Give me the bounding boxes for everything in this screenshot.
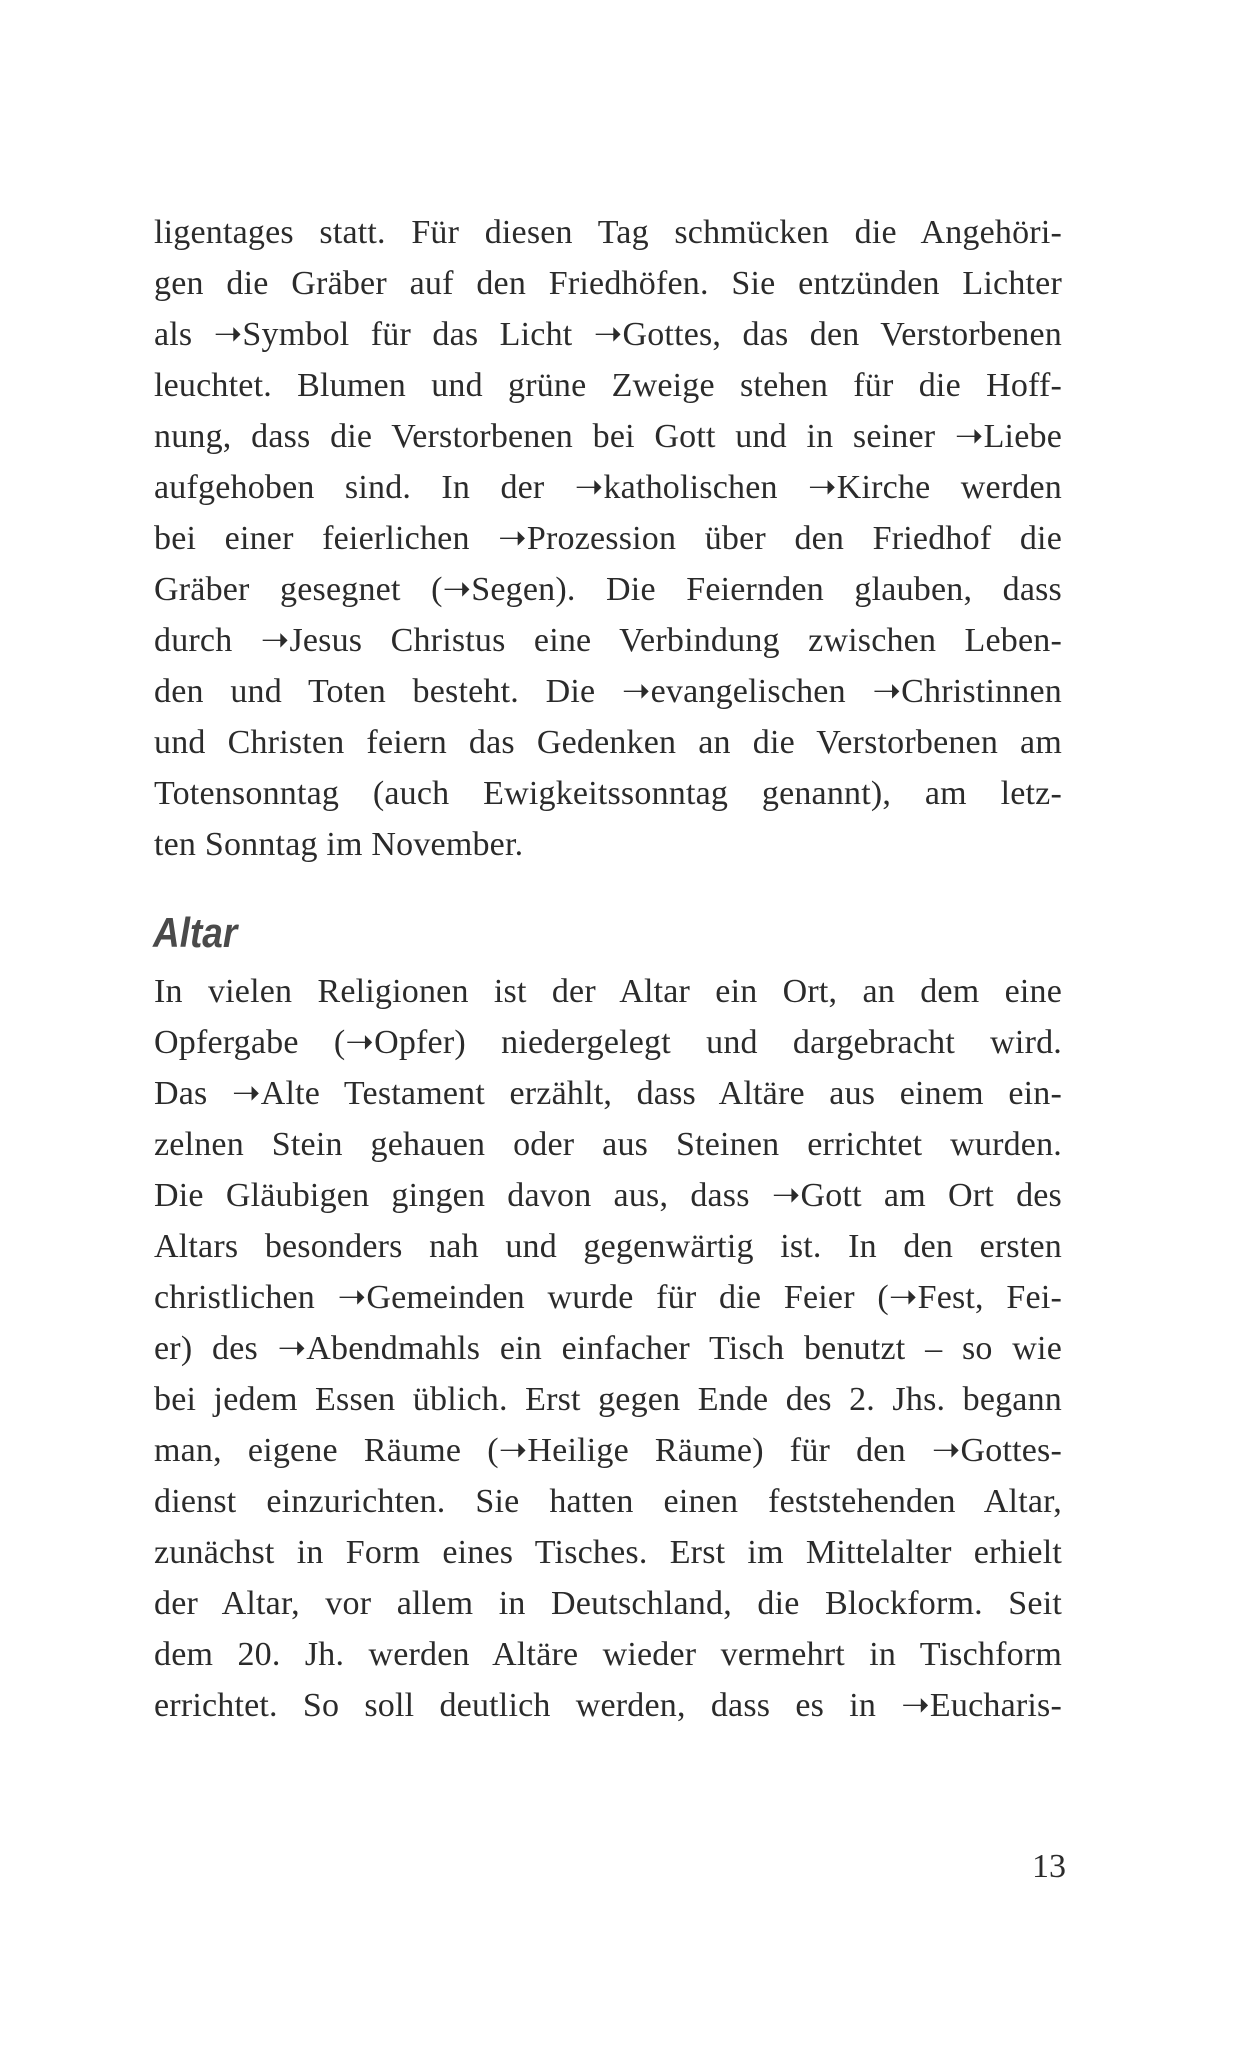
text-line: christlichen ➝Gemeinden wurde für die Feier (➝Fest, Fei- <box>154 1279 1062 1316</box>
text-line: errichtet. So soll deutlich werden, dass es in ➝Eucharis- <box>154 1687 1062 1724</box>
paragraph-altar <box>154 966 1062 1731</box>
paragraph-allerheiligen-continued <box>154 207 1062 870</box>
text-line: aufgehoben sind. In der ➝katholischen ➝Kirche werden <box>154 469 1062 506</box>
text-line: ligentages statt. Für diesen Tag schmücken die Angehöri- <box>154 214 1062 251</box>
text-line: zelnen Stein gehauen oder aus Steinen errichtet wurden. <box>154 1126 1062 1163</box>
text-line: dienst einzurichten. Sie hatten einen feststehenden Altar, <box>154 1483 1062 1520</box>
text-line: bei jedem Essen üblich. Erst gegen Ende des 2. Jhs. begann <box>154 1381 1062 1418</box>
text-line: Die Gläubigen gingen davon aus, dass ➝Gott am Ort des <box>154 1177 1062 1214</box>
text-line: man, eigene Räume (➝Heilige Räume) für den ➝Gottes- <box>154 1432 1062 1469</box>
text-line: bei einer feierlichen ➝Prozession über den Friedhof die <box>154 520 1062 557</box>
text-line: Das ➝Alte Testament erzählt, dass Altäre aus einem ein- <box>154 1075 1062 1112</box>
page-number: 13 <box>1032 1848 1066 1885</box>
text-line: Opfergabe (➝Opfer) niedergelegt und dargebracht wird. <box>154 1024 1062 1061</box>
text-line: Gräber gesegnet (➝Segen). Die Feiernden glauben, dass <box>154 571 1062 608</box>
text-line: den und Toten besteht. Die ➝evangelischen ➝Christinnen <box>154 673 1062 710</box>
text-line: der Altar, vor allem in Deutschland, die Blockform. Seit <box>154 1585 1062 1622</box>
text-line: gen die Gräber auf den Friedhöfen. Sie entzünden Lichter <box>154 265 1062 302</box>
text-line: In vielen Religionen ist der Altar ein Ort, an dem eine <box>154 973 1062 1010</box>
text-line: zunächst in Form eines Tisches. Erst im Mittelalter erhielt <box>154 1534 1062 1571</box>
entry-heading-altar: Altar <box>153 909 238 956</box>
text-line: dem 20. Jh. werden Altäre wieder vermehrt in Tischform <box>154 1636 1062 1673</box>
text-line: Totensonntag (auch Ewigkeitssonntag genannt), am letz- <box>154 775 1062 812</box>
text-line: und Christen feiern das Gedenken an die Verstorbenen am <box>154 724 1062 761</box>
text-line: er) des ➝Abendmahls ein einfacher Tisch benutzt – so wie <box>154 1330 1062 1367</box>
text-line: leuchtet. Blumen und grüne Zweige stehen für die Hoff- <box>154 367 1062 404</box>
text-line: als ➝Symbol für das Licht ➝Gottes, das den Verstorbenen <box>154 316 1062 353</box>
text-line: nung, dass die Verstorbenen bei Gott und in seiner ➝Liebe <box>154 418 1062 455</box>
text-line: Altars besonders nah und gegenwärtig ist. In den ersten <box>154 1228 1062 1265</box>
text-line: ten Sonntag im November. <box>154 826 524 863</box>
text-line: durch ➝Jesus Christus eine Verbindung zwischen Leben- <box>154 622 1062 659</box>
